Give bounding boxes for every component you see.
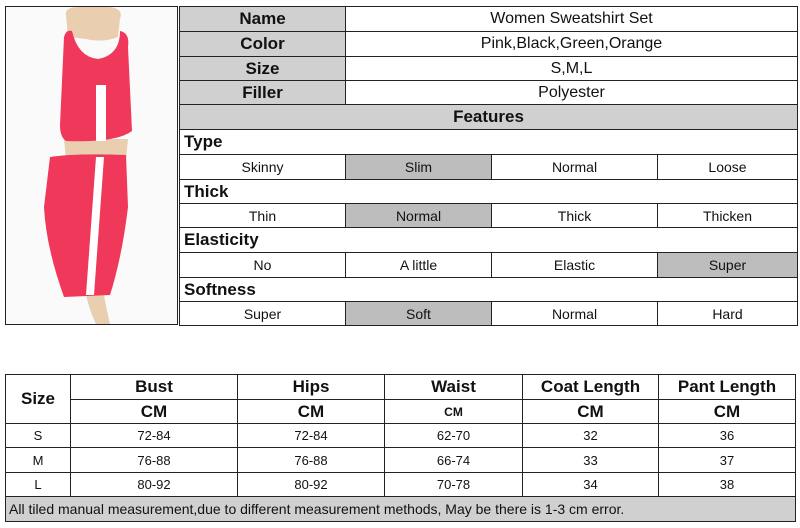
features-title: Features bbox=[180, 105, 798, 130]
mannequin-illustration bbox=[6, 7, 177, 324]
size-cell: S bbox=[6, 424, 71, 448]
pant-length-header: Pant Length bbox=[659, 375, 796, 400]
size-chart-table bbox=[5, 374, 796, 522]
bust-header: Bust bbox=[71, 375, 238, 400]
hips-unit: CM bbox=[238, 400, 385, 424]
elasticity-option: No bbox=[180, 253, 346, 278]
type-heading: Type bbox=[180, 130, 798, 155]
mannequin-leg bbox=[86, 295, 110, 324]
softness-option: Super bbox=[180, 302, 346, 326]
color-value: Pink,Black,Green,Orange bbox=[346, 32, 798, 57]
softness-heading: Softness bbox=[180, 278, 798, 302]
table-row bbox=[6, 424, 796, 448]
bodycon-skirt bbox=[44, 154, 128, 297]
bust-cell: 72-84 bbox=[71, 424, 238, 448]
size-cell: L bbox=[6, 473, 71, 497]
spec-table bbox=[179, 6, 798, 326]
size-cell: M bbox=[6, 448, 71, 473]
waist-unit: CM bbox=[385, 400, 523, 424]
bust-cell: 80-92 bbox=[71, 473, 238, 497]
hips-cell: 72-84 bbox=[238, 424, 385, 448]
product-image bbox=[5, 6, 178, 325]
mannequin-neck bbox=[66, 7, 121, 41]
filler-value: Polyester bbox=[346, 81, 798, 105]
waist-header: Waist bbox=[385, 375, 523, 400]
elasticity-option: Elastic bbox=[492, 253, 658, 278]
filler-label: Filler bbox=[180, 81, 346, 105]
thick-heading: Thick bbox=[180, 180, 798, 204]
elasticity-heading: Elasticity bbox=[180, 228, 798, 253]
color-label: Color bbox=[180, 32, 346, 57]
hips-cell: 80-92 bbox=[238, 473, 385, 497]
crop-top-stripe bbox=[96, 85, 106, 141]
bust-unit: CM bbox=[71, 400, 238, 424]
thick-option: Thin bbox=[180, 204, 346, 228]
type-option: Skinny bbox=[180, 155, 346, 180]
waist-cell: 70-78 bbox=[385, 473, 523, 497]
elasticity-option-selected: Super bbox=[658, 253, 798, 278]
thick-option: Thicken bbox=[658, 204, 798, 228]
coat-length-unit: CM bbox=[523, 400, 659, 424]
elasticity-option: A little bbox=[346, 253, 492, 278]
thick-option: Thick bbox=[492, 204, 658, 228]
coat-length-cell: 32 bbox=[523, 424, 659, 448]
thick-option-selected: Normal bbox=[346, 204, 492, 228]
hips-header: Hips bbox=[238, 375, 385, 400]
waist-cell: 62-70 bbox=[385, 424, 523, 448]
pant-length-cell: 37 bbox=[659, 448, 796, 473]
pant-length-cell: 36 bbox=[659, 424, 796, 448]
coat-length-cell: 33 bbox=[523, 448, 659, 473]
bust-cell: 76-88 bbox=[71, 448, 238, 473]
table-row bbox=[6, 473, 796, 497]
type-option-selected: Slim bbox=[346, 155, 492, 180]
softness-option: Hard bbox=[658, 302, 798, 326]
softness-option-selected: Soft bbox=[346, 302, 492, 326]
name-value: Women Sweatshirt Set bbox=[346, 7, 798, 32]
coat-length-header: Coat Length bbox=[523, 375, 659, 400]
pant-length-unit: CM bbox=[659, 400, 796, 424]
type-option: Normal bbox=[492, 155, 658, 180]
softness-option: Normal bbox=[492, 302, 658, 326]
type-option: Loose bbox=[658, 155, 798, 180]
size-column-header: Size bbox=[6, 375, 71, 424]
measurement-note: All tiled manual measurement,due to different measurement methods, May be there is 1-3 cm error. bbox=[6, 497, 796, 522]
coat-length-cell: 34 bbox=[523, 473, 659, 497]
hips-cell: 76-88 bbox=[238, 448, 385, 473]
pant-length-cell: 38 bbox=[659, 473, 796, 497]
waist-cell: 66-74 bbox=[385, 448, 523, 473]
name-label: Name bbox=[180, 7, 346, 32]
size-label: Size bbox=[180, 57, 346, 81]
size-value: S,M,L bbox=[346, 57, 798, 81]
table-row bbox=[6, 448, 796, 473]
